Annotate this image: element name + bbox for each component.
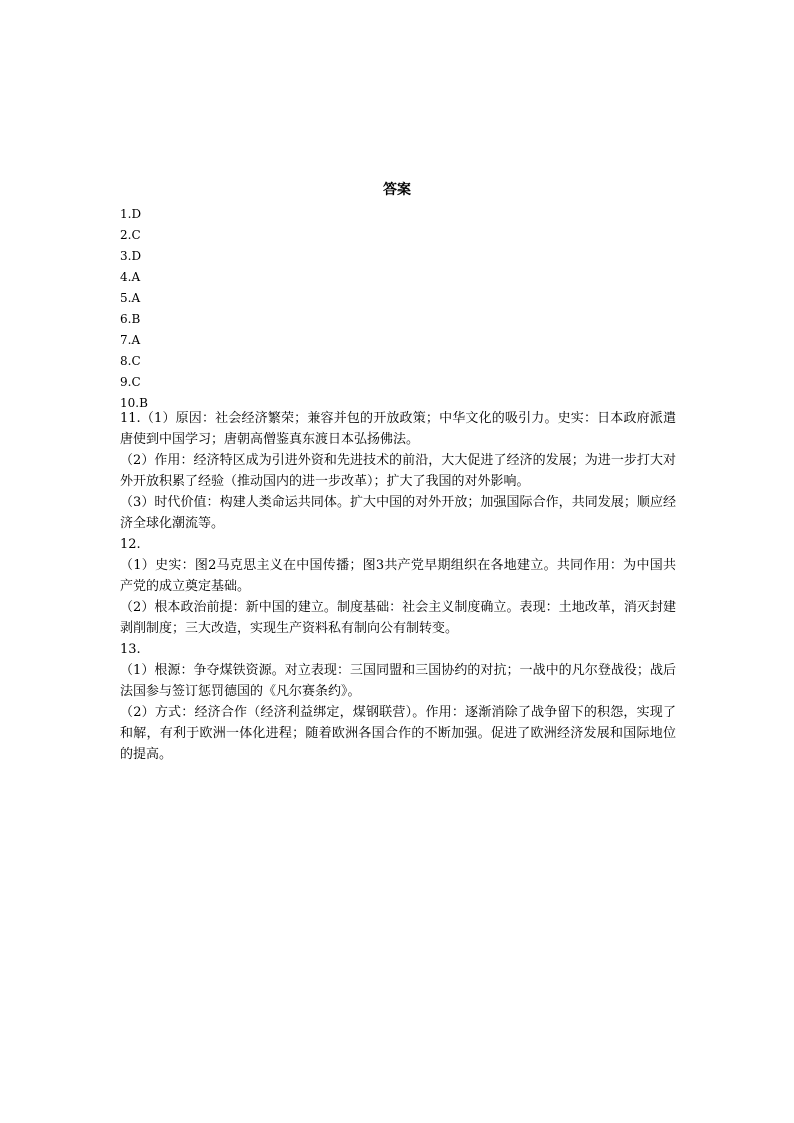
choice-answer-list <box>120 204 680 414</box>
q13-part1: （1）根源：争夺煤铁资源。对立表现：三国同盟和三国协约的对抗；一战中的凡尔登战役；战后法国参与签订惩罚德国的《凡尔赛条约》。 <box>120 663 676 699</box>
answer-item-9: 9.C <box>120 375 141 389</box>
q11-part3: （3）时代价值：构建人类命运共同体。扩大中国的对外开放；加强国际合作，共同发展；顺应经济全球化潮流等。 <box>120 495 676 531</box>
answer-item-3: 3.D <box>120 249 142 263</box>
q13-part2: （2）方式：经济合作（经济利益绑定，煤钢联营）。作用：逐渐消除了战争留下的积怨，实现了和解，有利于欧洲一体化进程；随着欧洲各国合作的不断加强。促进了欧洲经济发展和国际地位的提高。 <box>120 705 676 762</box>
answer-item-8: 8.C <box>120 354 141 368</box>
page-title: 答案 <box>383 182 411 198</box>
q12-number: 12. <box>120 537 141 552</box>
answer-item-10: 10.B <box>120 396 148 410</box>
answer-item-7: 7.A <box>120 333 141 347</box>
answer-item-1: 1.D <box>120 207 142 221</box>
essay-answers <box>120 408 676 765</box>
q11-part1: 11.（1）原因：社会经济繁荣；兼容并包的开放政策；中华文化的吸引力。史实：日本政府派遣唐使到中国学习；唐朝高僧鉴真东渡日本弘扬佛法。 <box>120 411 676 447</box>
answer-item-5: 5.A <box>120 291 141 305</box>
answer-item-2: 2.C <box>120 228 141 242</box>
answer-item-6: 6.B <box>120 312 141 326</box>
q11-part2: （2）作用：经济特区成为引进外资和先进技术的前沿，大大促进了经济的发展；为进一步打大对外开放积累了经验（推动国内的进一步改革）；扩大了我国的对外影响。 <box>120 453 676 489</box>
q13-number: 13. <box>120 642 141 657</box>
q12-part2: （2）根本政治前提：新中国的建立。制度基础：社会主义制度确立。表现：土地改革，消灭封建剥削制度；三大改造，实现生产资料私有制向公有制转变。 <box>120 600 676 636</box>
q12-part1: （1）史实：图2马克思主义在中国传播；图3共产党早期组织在各地建立。共同作用：为中国共产党的成立奠定基础。 <box>120 558 676 594</box>
answer-item-4: 4.A <box>120 270 141 284</box>
